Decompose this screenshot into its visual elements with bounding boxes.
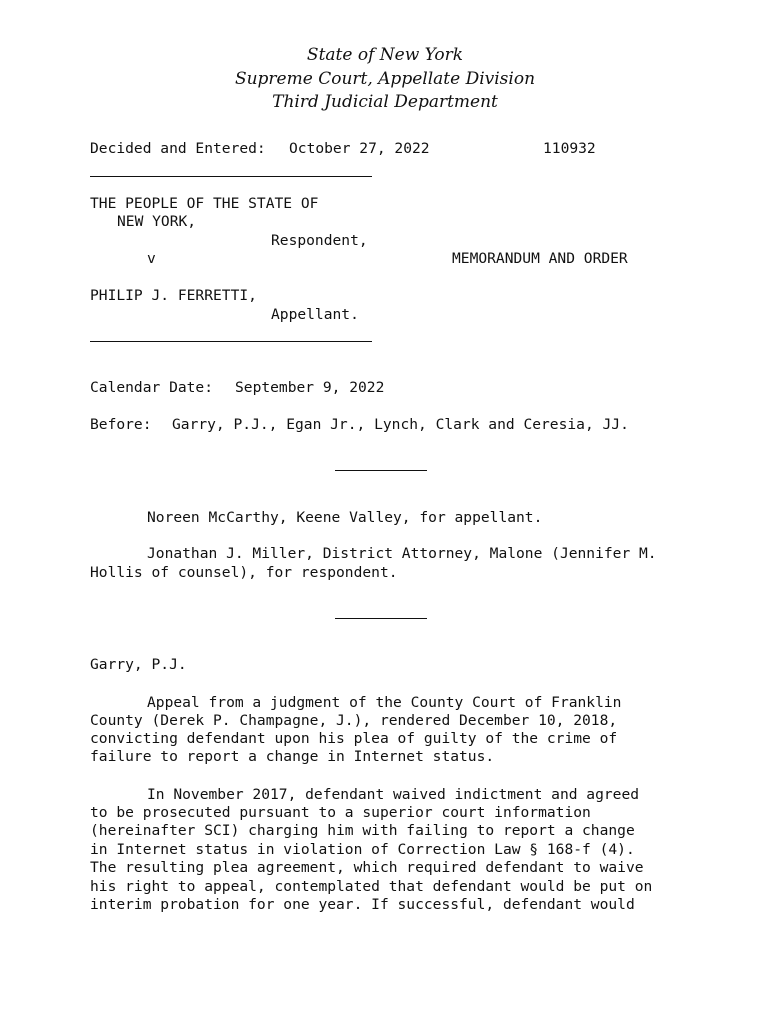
counsel-respondent-line-2: Hollis of counsel), for respondent. <box>90 564 398 581</box>
counsel-appellant: Noreen McCarthy, Keene Valley, for appellant. <box>147 509 543 526</box>
paragraph-line: convicting defendant upon his plea of guilty of the crime of <box>90 730 618 747</box>
court-state: State of New York <box>306 45 464 65</box>
court-department: Third Judicial Department <box>272 92 498 112</box>
caption-bottom-rule <box>90 341 372 342</box>
paragraph-line: County (Derek P. Champagne, J.), rendered December 10, 2018, <box>90 712 618 729</box>
decided-date: October 27, 2022 <box>289 140 430 157</box>
defendant-role: Appellant. <box>271 306 359 323</box>
plaintiff-line-2: NEW YORK, <box>117 213 197 230</box>
paragraph-line: failure to report a change in Internet status. <box>90 748 495 765</box>
calendar-label: Calendar Date: <box>90 379 214 396</box>
paragraph-line: (hereinafter SCI) charging him with failing to report a change <box>90 822 635 839</box>
paragraph-line: In November 2017, defendant waived indictment and agreed <box>147 786 640 803</box>
paragraph-line: in Internet status in violation of Correction Law § 168-f (4). <box>90 841 635 858</box>
counsel-respondent-line-1: Jonathan J. Miller, District Attorney, Malone (Jennifer M. <box>147 545 657 562</box>
paragraph-line: Appeal from a judgment of the County Court of Franklin <box>147 694 622 711</box>
document-type: MEMORANDUM AND ORDER <box>452 250 628 267</box>
separator-rule-2 <box>335 618 427 619</box>
docket-number: 110932 <box>543 140 596 157</box>
paragraph-line: to be prosecuted pursuant to a superior court information <box>90 804 591 821</box>
paragraph-line: interim probation for one year. If successful, defendant would <box>90 896 635 913</box>
paragraph-line: The resulting plea agreement, which required defendant to waive <box>90 859 644 876</box>
court-header <box>0 44 770 115</box>
plaintiff-role: Respondent, <box>271 232 368 249</box>
decided-label: Decided and Entered: <box>90 140 266 157</box>
calendar-date: September 9, 2022 <box>235 379 385 396</box>
before-judges: Garry, P.J., Egan Jr., Lynch, Clark and Ceresia, JJ. <box>172 416 629 433</box>
versus: v <box>147 250 156 267</box>
paragraph-line: his right to appeal, contemplated that defendant would be put on <box>90 878 653 895</box>
defendant-name: PHILIP J. FERRETTI, <box>90 287 257 304</box>
caption-top-rule <box>90 176 372 177</box>
plaintiff-line-1: THE PEOPLE OF THE STATE OF <box>90 195 319 212</box>
opinion-author: Garry, P.J. <box>90 656 187 673</box>
before-label: Before: <box>90 416 152 433</box>
separator-rule-1 <box>335 470 427 471</box>
court-division: Supreme Court, Appellate Division <box>234 68 536 89</box>
